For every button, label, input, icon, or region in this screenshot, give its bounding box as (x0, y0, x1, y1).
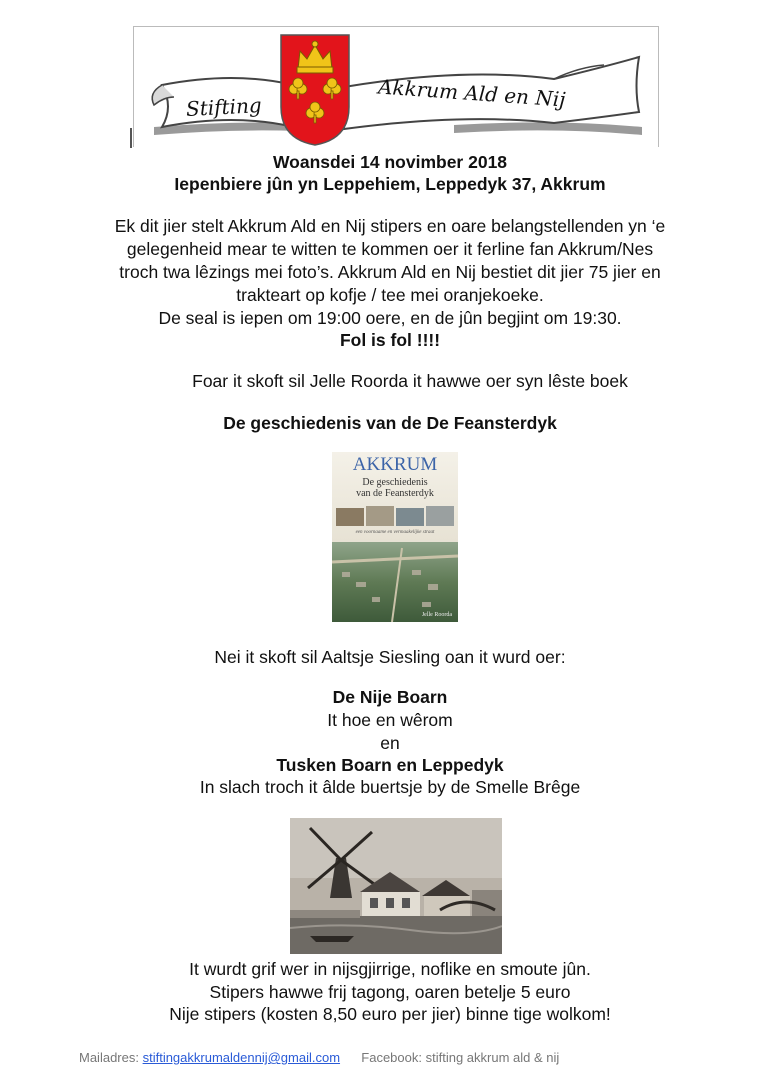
banner-left-text: Stifting (185, 93, 263, 121)
talk1-intro: Foar it skoft sil Jelle Roorda it hawwe oer syn lêste boek (192, 371, 628, 391)
talk2-subtitle-1: It hoe en wêrom (327, 710, 453, 730)
talk2-intro: Nei it skoft sil Aaltsje Siesling oan it wurd oer: (214, 647, 566, 667)
talk2-subtitle-2: In slach troch it âlde buertsje by de Smelle Brêge (199, 777, 581, 797)
book-cover-image (332, 452, 458, 622)
intro-line: gelegenheid mear te witten te kommen oer it ferline fan Akkrum/Nes (126, 239, 654, 259)
talk1-title: De geschiedenis van de De Feansterdyk (223, 413, 557, 433)
book-cover-tagline: een voornaame en vermaakelijke straat (355, 530, 435, 535)
historic-photo (290, 818, 502, 954)
intro-line: De seal is iepen om 19:00 oere, en de jûn begjint om 19:30. (158, 308, 622, 328)
event-date: Woansdei 14 novimber 2018 (272, 152, 508, 172)
book-cover-subtitle-1: De geschiedenis (362, 477, 428, 488)
header-divider (130, 128, 132, 148)
closing-line: Stipers hawwe frij tagong, oaren betelje 5 euro (209, 982, 571, 1002)
talk2-title-1: De Nije Boarn (332, 687, 448, 707)
talk2-title-2: Tusken Boarn en Leppedyk (276, 755, 504, 775)
intro-line: trakteart op kofje / tee mei oranjekoeke. (236, 285, 544, 305)
full-notice: Fol is fol !!!! (339, 330, 441, 350)
closing-line: It wurdt grif wer in nijsgjirrige, noflike en smoute jûn. (189, 959, 591, 979)
footer (79, 1050, 559, 1065)
banner-right-text: Akkrum Ald en Nij (377, 74, 567, 112)
header-banner (133, 26, 659, 147)
event-venue: Iepenbiere jûn yn Leppehiem, Leppedyk 37, Akkrum (174, 174, 606, 194)
talk2-connector: en (380, 733, 400, 753)
intro-line: Ek dit jier stelt Akkrum Ald en Nij stipers en oare belangstellenden yn ‘e (114, 216, 666, 236)
mail-link[interactable]: stiftingakkrumaldennij@gmail.com (142, 1050, 341, 1065)
book-cover-title: AKKRUM (352, 454, 438, 475)
facebook-label: Facebook: stifting akkrum ald & nij (361, 1050, 560, 1065)
book-cover-author: Jelle Roorda (421, 612, 452, 618)
book-cover-subtitle-2: van de Feansterdyk (356, 488, 434, 499)
mail-label: Mailadres: (79, 1050, 139, 1065)
closing-line: Nije stipers (kosten 8,50 euro per jier) binne tige wolkom! (169, 1004, 611, 1024)
intro-line: troch twa lêzings mei foto’s. Akkrum Ald en Nij bestiet dit jier 75 jier en (119, 262, 661, 282)
